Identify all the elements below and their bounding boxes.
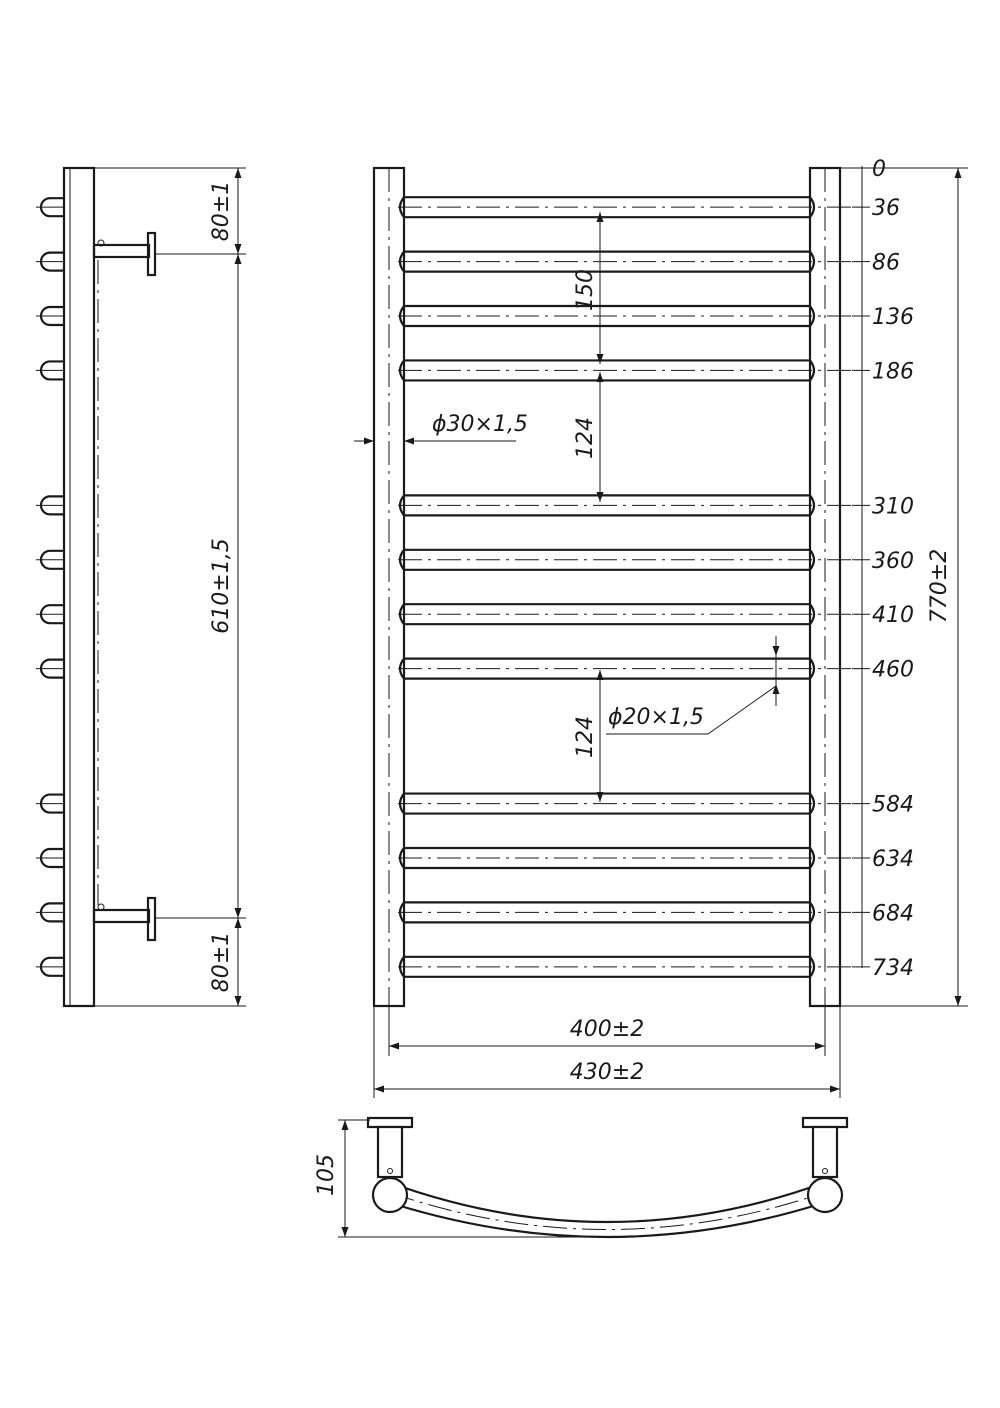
inner-width-label: 400±2 xyxy=(569,1017,645,1042)
side-rung-stub xyxy=(36,551,64,569)
rung xyxy=(398,957,858,977)
side-rung-stub xyxy=(36,660,64,678)
side-rung-stub xyxy=(36,253,64,271)
rung-position-labels xyxy=(852,157,914,981)
rung xyxy=(398,197,858,217)
side-rung-stub xyxy=(36,958,64,976)
rung xyxy=(398,902,858,922)
rung-position-label: 136 xyxy=(872,305,914,331)
rung-position-label: 634 xyxy=(872,846,914,872)
side-rung-stub xyxy=(36,496,64,514)
side-rung-stub xyxy=(36,605,64,623)
rung-position-label: 360 xyxy=(872,548,914,574)
rung-position-label: 460 xyxy=(872,657,914,683)
rung-position-label: 86 xyxy=(872,250,900,276)
rung-position-label: 684 xyxy=(872,901,914,927)
top-curved-rung xyxy=(388,1182,826,1222)
side-rung-stub xyxy=(36,849,64,867)
rung-position-label: 36 xyxy=(872,196,900,222)
top-left-bracket xyxy=(368,1118,412,1212)
top-view xyxy=(314,1118,847,1237)
rung-pipe-label: ϕ20×1,5 xyxy=(608,705,704,730)
rung xyxy=(398,659,858,679)
outer-width-label: 430±2 xyxy=(569,1060,645,1085)
rung xyxy=(398,604,858,624)
side-top-bracket xyxy=(94,233,155,275)
upright-pipe-label: ϕ30×1,5 xyxy=(432,412,528,437)
rung-position-label: 584 xyxy=(872,792,914,818)
side-center-spacing-label: 610±1,5 xyxy=(209,538,234,634)
rung xyxy=(398,306,858,326)
side-rung-stub xyxy=(36,198,64,216)
side-view xyxy=(36,168,246,1006)
side-rung-stub xyxy=(36,307,64,325)
rungs xyxy=(398,197,858,977)
front-view xyxy=(354,157,968,1098)
side-top-offset-label: 80±1 xyxy=(209,180,234,242)
side-bottom-bracket xyxy=(94,898,155,940)
rung-position-label: 734 xyxy=(872,955,914,981)
rung-position-label: 0 xyxy=(872,157,886,182)
rung-position-label: 186 xyxy=(872,359,914,385)
rung-position-label: 310 xyxy=(872,494,914,520)
rung xyxy=(398,550,858,570)
depth-label: 105 xyxy=(314,1154,339,1196)
side-rung-stubs xyxy=(36,198,64,976)
rung xyxy=(398,794,858,814)
rung xyxy=(398,495,858,515)
gap-label-2: 124 xyxy=(573,417,598,459)
rung xyxy=(398,252,858,272)
side-rung-stub xyxy=(36,361,64,379)
side-rung-stub xyxy=(36,903,64,921)
rung xyxy=(398,360,858,380)
side-upright xyxy=(64,168,94,1006)
gap-label-1: 150 xyxy=(573,269,598,311)
side-rung-stub xyxy=(36,795,64,813)
gap-label-3: 124 xyxy=(573,716,598,758)
rung-position-label: 410 xyxy=(872,603,914,629)
side-bottom-offset-label: 80±1 xyxy=(209,931,234,993)
total-height-label: 770±2 xyxy=(927,548,952,624)
rung xyxy=(398,848,858,868)
top-right-bracket xyxy=(803,1118,847,1212)
